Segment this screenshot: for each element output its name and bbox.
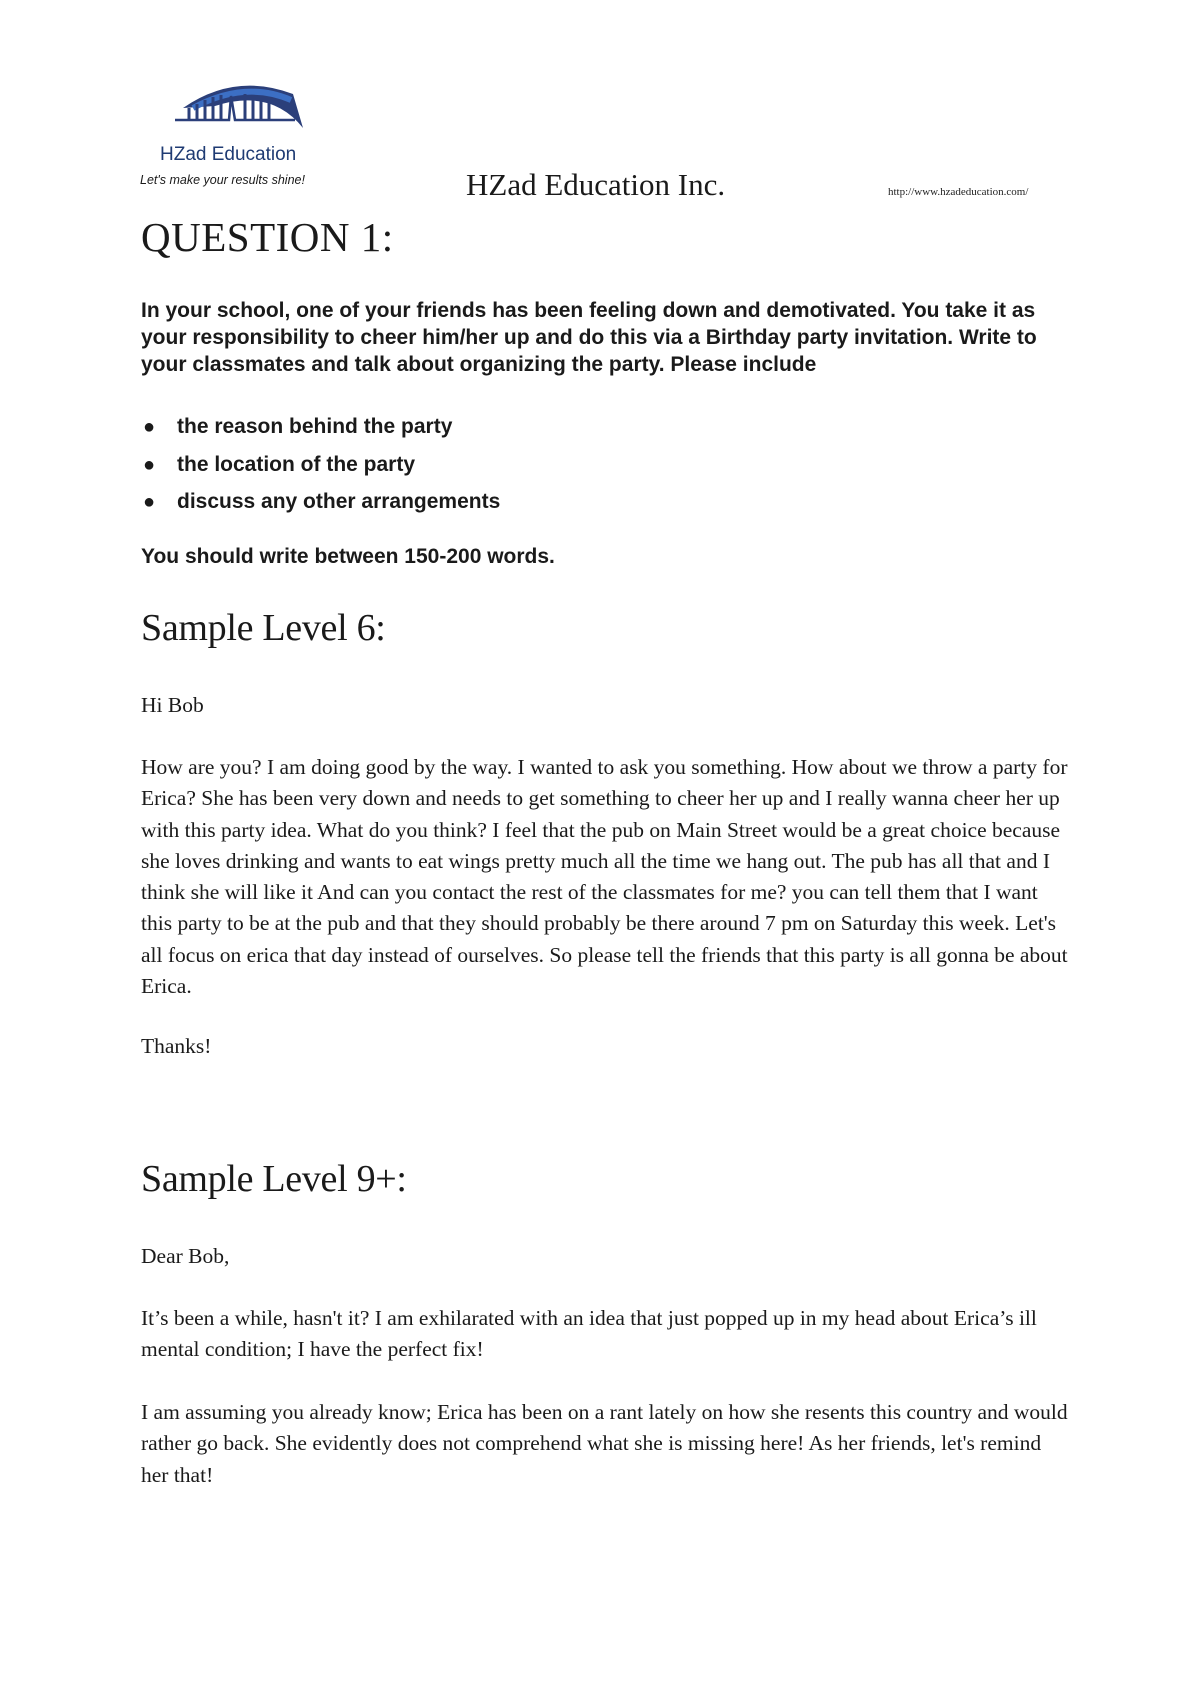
company-url[interactable]: http://www.hzadeducation.com/ <box>888 186 1029 198</box>
bullet-icon: ● <box>143 491 156 513</box>
sample-level-6-heading: Sample Level 6: <box>141 607 386 649</box>
list-item-text: the location of the party <box>177 452 416 476</box>
hzad-logo <box>140 78 330 193</box>
requirements-list <box>141 414 500 527</box>
list-item-text: discuss any other arrangements <box>177 490 501 513</box>
list-item <box>141 414 500 452</box>
list-item <box>141 452 500 490</box>
sample9-greeting: Dear Bob, <box>141 1244 230 1268</box>
company-name: HZad Education Inc. <box>466 167 726 202</box>
bridge-logo-icon <box>175 78 325 140</box>
sample-level-9-heading: Sample Level 9+: <box>141 1158 407 1200</box>
logo-tagline: Let's make your results shine! <box>140 173 305 187</box>
sample6-closing: Thanks! <box>141 1034 212 1058</box>
word-count-instruction: You should write between 150-200 words. <box>141 545 555 568</box>
question-title: QUESTION 1: <box>141 214 394 260</box>
bullet-icon: ● <box>143 453 156 476</box>
sample9-paragraph-1: It’s been a while, hasn't it? I am exhilarated with an idea that just popped up in my head about Erica’s ill mental condition; I have the perfect fix! <box>141 1306 1037 1362</box>
list-item <box>141 489 500 527</box>
list-item-text: the reason behind the party <box>177 415 453 438</box>
question-prompt: In your school, one of your friends has been feeling down and demotivated. You take it as your responsibility to cheer him/her up and do this via a Birthday party invitation. Write to your classmates and talk about organizing the party. Please include <box>141 299 1037 376</box>
sample9-paragraph-2: I am assuming you already know; Erica has been on a rant lately on how she resents this country and would rather go back. She evidently does not comprehend what she is missing here! As her friends, let's remind her that! <box>141 1400 1068 1487</box>
logo-name: HZad Education <box>160 144 297 165</box>
bullet-icon: ● <box>143 416 156 438</box>
sample6-greeting: Hi Bob <box>141 693 204 717</box>
sample6-paragraph: How are you? I am doing good by the way. I wanted to ask you something. How about we throw a party for Erica? She has been very down and needs to get something to cheer her up and I really wanna cheer her up with this party idea. What do you think? I feel that the pub on Main Street would be a great choice because she loves drinking and wants to eat wings pretty much all the time we hang out. The pub has all that and I think she will like it And can you contact the rest of the classmates for me? you can tell them that I want this party to be at the pub and that they should probably be there around 7 pm on Saturday this week. Let's all focus on erica that day instead of ourselves. So please tell the friends that this party is all gonna be about Erica. <box>141 755 1068 999</box>
